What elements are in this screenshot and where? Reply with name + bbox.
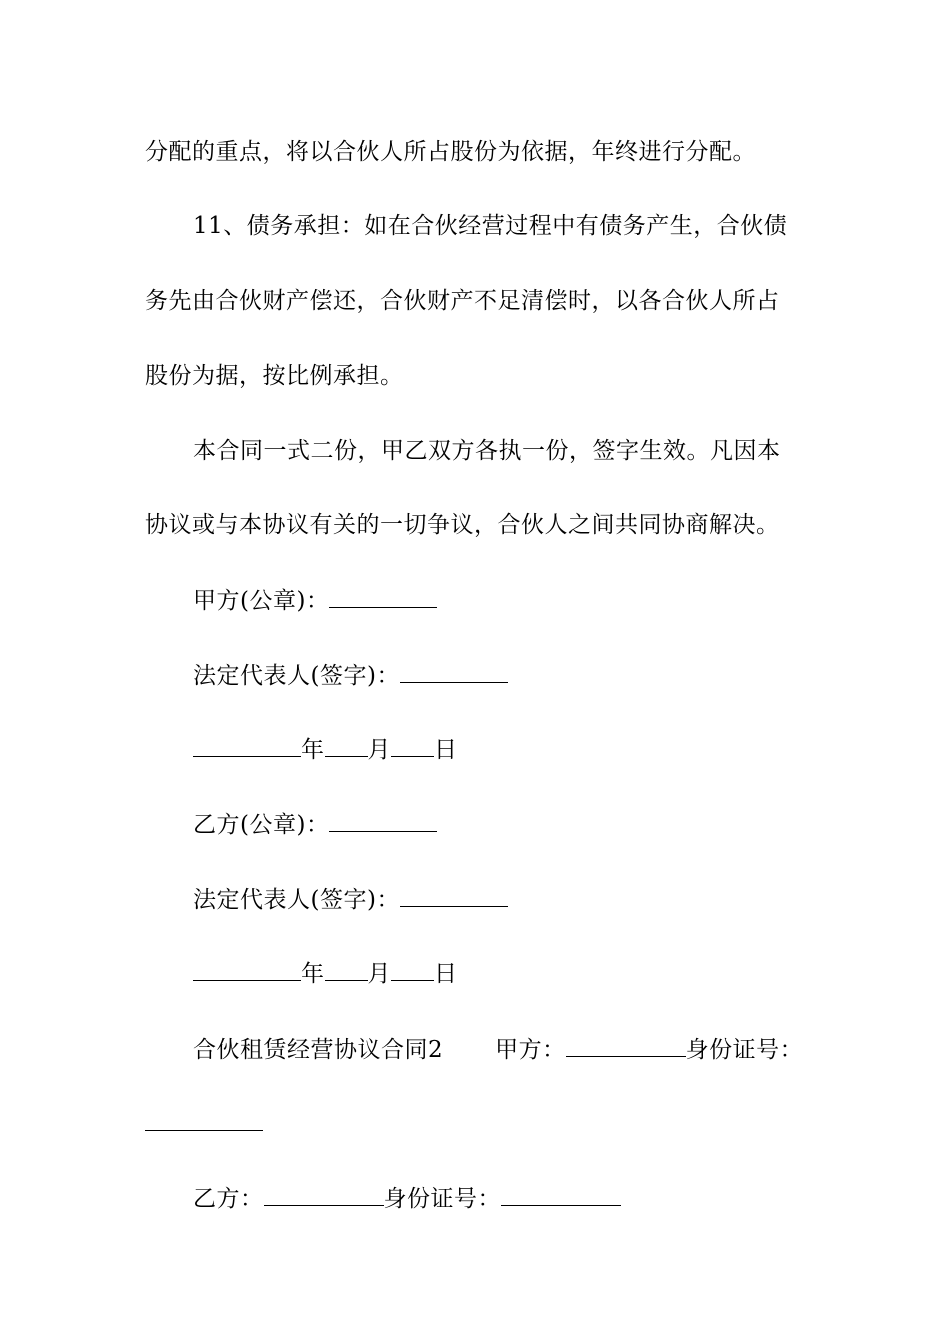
month-label: 月 [367,737,391,763]
contract2-id-label-b: 身份证号： [383,1186,501,1212]
paragraph-line: 本合同一式二份，甲乙双方各执一份，签字生效。凡因本 [193,438,781,464]
party-a-date-row [193,734,458,765]
day-label: 日 [434,961,458,987]
party-b-id-blank [501,1183,621,1206]
day-label: 日 [434,737,458,763]
month-label: 月 [367,961,391,987]
year-label: 年 [301,961,325,987]
month-blank [325,734,368,757]
party-b-seal-label: 乙方(公章)： [193,812,330,838]
contract2-party-a-label: 甲方： [495,1037,566,1063]
party-b-rep-blank [400,884,508,907]
party-a-name-blank [566,1034,686,1057]
party-a-id-blank [145,1108,263,1131]
paragraph-line: 分配的重点，将以合伙人所占股份为依据，年终进行分配。 [145,139,756,165]
day-blank [391,734,434,757]
party-b-name-blank [264,1183,384,1206]
year-label: 年 [301,737,325,763]
party-a-seal-blank [329,585,437,608]
party-a-seal-label: 甲方(公章)： [193,588,330,614]
paragraph-line: 务先由合伙财产偿还，合伙财产不足清偿时，以各合伙人所占 [145,288,780,314]
contract2-title: 合伙租赁经营协议合同2 [193,1037,444,1063]
party-a-id-row [145,1108,263,1139]
contract2-header-row [193,1034,803,1065]
party-b-date-row [193,958,458,989]
paragraph-line: 协议或与本协议有关的一切争议，合伙人之间共同协商解决。 [145,512,780,538]
party-b-rep-label: 法定代表人(签字)： [193,887,400,913]
party-a-rep-blank [400,660,508,683]
contract2-id-label-a: 身份证号： [685,1037,804,1063]
contract2-party-b-row [193,1183,621,1214]
contract2-party-b-label: 乙方： [193,1186,264,1212]
party-b-seal-row [193,809,437,840]
party-b-rep-row [193,884,508,915]
party-b-seal-blank [329,809,437,832]
party-a-rep-label: 法定代表人(签字)： [193,663,400,689]
year-blank [193,958,301,981]
paragraph-line: 股份为据，按比例承担。 [145,363,404,389]
paragraph-line: 11、债务承担：如在合伙经营过程中有债务产生，合伙债 [193,213,788,239]
party-a-rep-row [193,660,508,691]
day-blank [391,958,434,981]
month-blank [325,958,368,981]
year-blank [193,734,301,757]
party-a-seal-row [193,585,437,616]
